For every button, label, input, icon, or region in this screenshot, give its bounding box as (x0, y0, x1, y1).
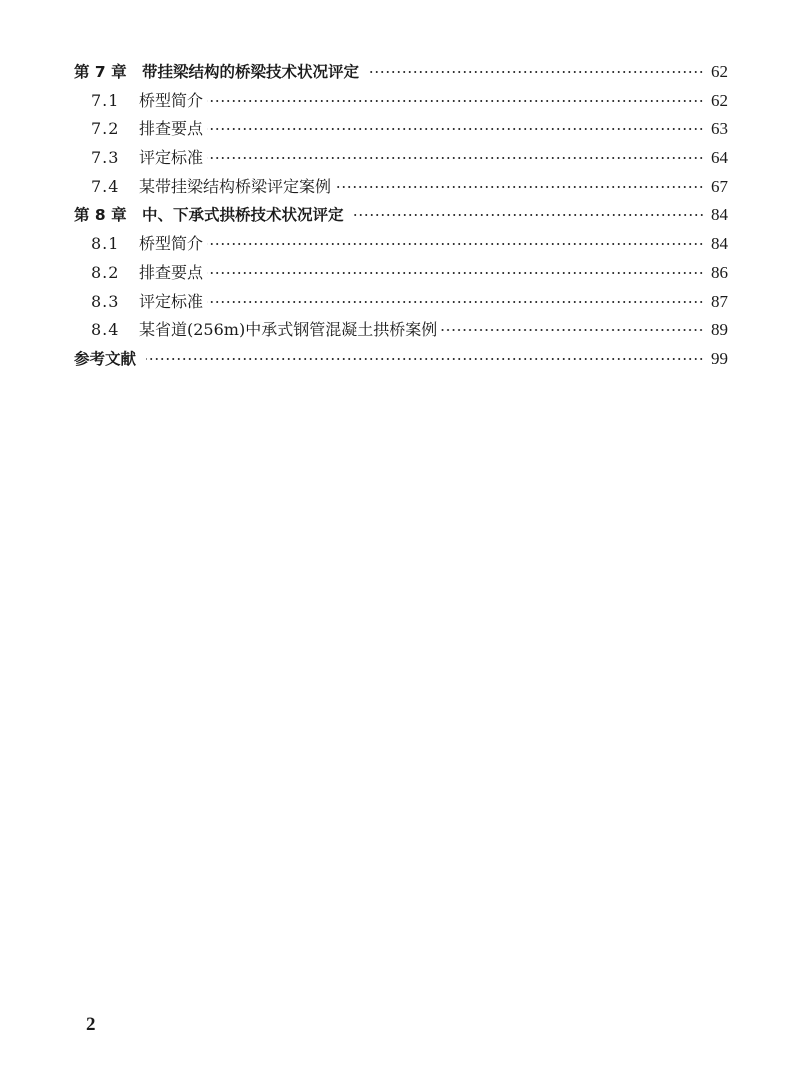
dot-leader (369, 71, 704, 73)
toc-entry-section-8-1[interactable] (74, 230, 728, 259)
dot-leader (146, 358, 704, 360)
toc-entry-page: 63 (711, 119, 728, 139)
toc-entry-number: 7.3 (91, 148, 120, 168)
dot-leader (207, 157, 704, 159)
dot-leader (207, 128, 704, 130)
toc-entry-page: 89 (711, 320, 728, 340)
toc-entry-section-7-3[interactable] (74, 144, 728, 173)
toc-entry-number: 8.3 (91, 291, 120, 311)
toc-entry-section-8-4[interactable] (74, 316, 728, 345)
toc-entry-title: 评定标准 (139, 291, 204, 311)
toc-entry-chapter-8[interactable] (74, 201, 728, 230)
table-of-contents (74, 58, 728, 374)
dot-leader (441, 329, 704, 331)
dot-leader (207, 272, 704, 274)
toc-entry-page: 67 (711, 176, 728, 196)
toc-entry-title: 某省道(256m)中承式钢管混凝土拱桥案例 (139, 320, 438, 340)
dot-leader (207, 301, 704, 303)
dot-leader (207, 100, 704, 102)
toc-entry-number: 7.4 (91, 176, 120, 196)
toc-entry-title: 排查要点 (139, 262, 204, 282)
toc-entry-page: 62 (711, 62, 728, 81)
toc-entry-page: 84 (711, 234, 728, 254)
toc-entry-title: 排查要点 (139, 119, 204, 139)
toc-entry-page: 84 (711, 205, 728, 225)
toc-entry-chapter-7[interactable] (74, 58, 728, 87)
toc-entry-title: 中、下承式拱桥技术状况评定 (142, 206, 344, 225)
toc-entry-page: 86 (711, 262, 728, 282)
dot-leader (335, 186, 704, 188)
toc-entry-page: 87 (711, 291, 728, 311)
toc-entry-number: 8.1 (91, 234, 120, 254)
toc-entry-title: 评定标准 (139, 148, 204, 168)
dot-leader (354, 214, 704, 216)
toc-entry-section-7-1[interactable] (74, 87, 728, 116)
toc-entry-page: 64 (711, 148, 728, 168)
dot-leader (207, 243, 704, 245)
toc-entry-number: 8.2 (91, 262, 120, 282)
toc-entry-references[interactable] (74, 345, 728, 374)
toc-entry-section-7-4[interactable] (74, 173, 728, 202)
toc-entry-number: 第 7 章 (74, 63, 127, 81)
toc-entry-title: 桥型简介 (139, 234, 204, 254)
toc-entry-title: 参考文献 (74, 349, 137, 368)
toc-entry-number: 8.4 (91, 320, 120, 340)
page-number: 2 (86, 1014, 96, 1035)
toc-entry-title: 带挂梁结构的桥梁技术状况评定 (142, 63, 360, 81)
toc-entry-title: 某带挂梁结构桥梁评定案例 (139, 176, 332, 196)
toc-entry-page: 62 (711, 90, 728, 110)
toc-entry-section-8-3[interactable] (74, 288, 728, 317)
toc-entry-section-8-2[interactable] (74, 259, 728, 288)
toc-entry-page: 99 (711, 348, 728, 368)
toc-entry-number: 7.2 (91, 119, 120, 139)
toc-entry-number: 7.1 (91, 90, 120, 110)
toc-entry-section-7-2[interactable] (74, 115, 728, 144)
toc-entry-number: 第 8 章 (74, 206, 127, 225)
toc-entry-title: 桥型简介 (139, 90, 204, 110)
